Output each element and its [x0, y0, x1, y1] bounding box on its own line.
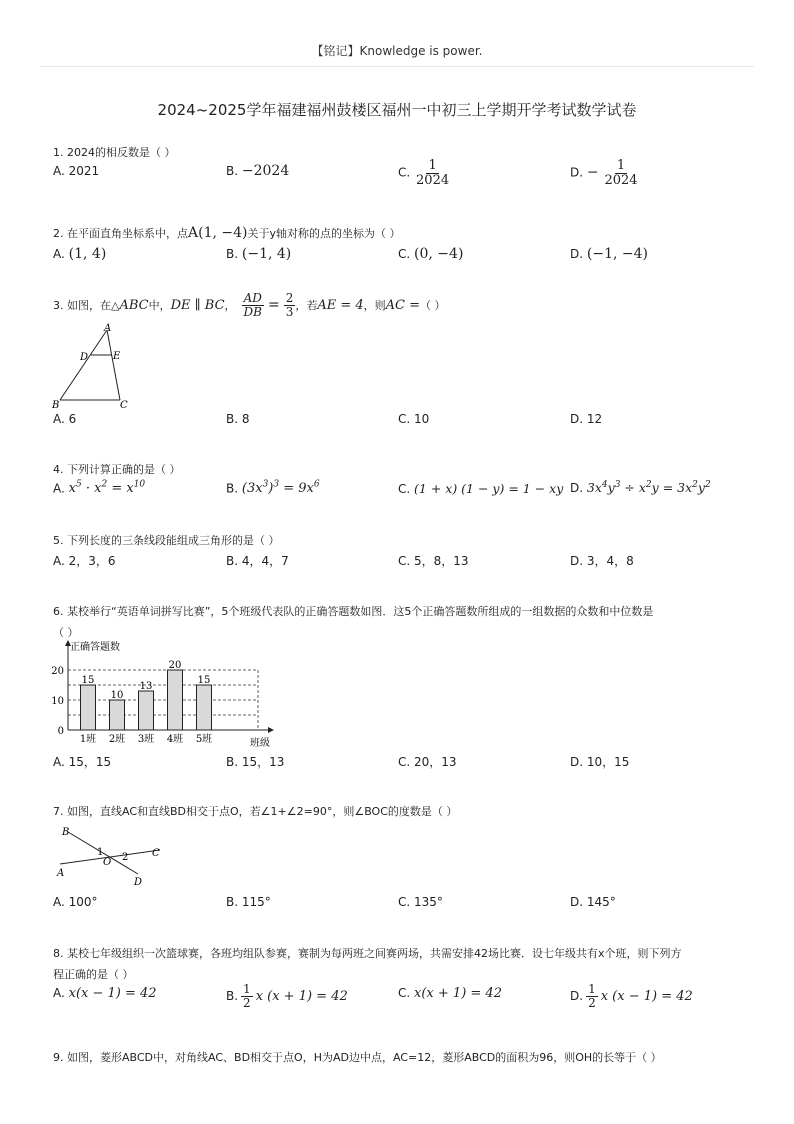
- chart-ytick-label: 0: [57, 726, 64, 737]
- q1-option-c-fraction: [414, 159, 451, 187]
- q7-label-c: C: [152, 848, 160, 859]
- q3-label-c: C: [120, 400, 128, 411]
- chart-bar: [197, 685, 212, 730]
- q8-b-numerator: 1: [243, 982, 251, 996]
- q6-bar-chart: [50, 636, 290, 752]
- chart-xtick-label: 3班: [137, 734, 155, 745]
- header-divider: [40, 66, 754, 67]
- chart-data-label: 10: [110, 690, 124, 701]
- chart-bar: [81, 685, 96, 730]
- q4-a-label: A.: [53, 481, 65, 496]
- q3-stem-post2: ，则: [363, 299, 386, 313]
- chart-data-label: 20: [168, 660, 182, 671]
- q1-option-d-label: D.: [570, 165, 584, 180]
- q8-option-c[interactable]: [398, 986, 502, 1001]
- chart-data-label: 15: [197, 675, 211, 686]
- q8-d-denominator: 2: [588, 995, 596, 1010]
- q2-option-c[interactable]: [398, 246, 463, 262]
- q6-option-d[interactable]: D. 10，15: [570, 755, 630, 769]
- q2-c-label: C.: [398, 247, 411, 261]
- q1-option-c[interactable]: [398, 159, 451, 187]
- q7-option-c[interactable]: C. 135°: [398, 895, 443, 909]
- q8-d-fraction: [586, 983, 598, 1009]
- q8-stem-line2: 程正确的是（ ）: [53, 968, 134, 981]
- q3-value-numerator: 2: [285, 291, 294, 305]
- q3-option-c[interactable]: C. 10: [398, 412, 430, 426]
- q2-stem: [53, 225, 401, 241]
- q4-option-a[interactable]: [53, 480, 145, 496]
- q4-c-label: C.: [398, 482, 411, 496]
- q1-option-b-value: −2024: [241, 163, 290, 179]
- q8-option-a[interactable]: [53, 986, 157, 1001]
- q2-c-value: (0, −4): [414, 246, 464, 262]
- q3-stem-end: （ ）: [420, 299, 446, 313]
- chart-bar: [139, 691, 154, 730]
- chart-data-label: 15: [81, 675, 95, 686]
- q3-value-denominator: 3: [285, 304, 294, 319]
- q2-option-a[interactable]: [53, 246, 106, 262]
- q9-stem: 9. 如图，菱形ABCD中，对角线AC、BD相交于点O，H为AD边中点，AC=12，菱形ABCD的面积为96，则OH的长等于（ ）: [53, 1051, 662, 1064]
- q2-option-d[interactable]: [570, 246, 648, 262]
- q6-stem-line2: （ ）: [53, 626, 79, 639]
- q2-d-value: (−1, −4): [586, 246, 648, 262]
- q3-option-a[interactable]: A. 6: [53, 412, 77, 426]
- q3-ratio-numerator: AD: [243, 291, 262, 305]
- q8-a-label: A.: [53, 986, 65, 1000]
- q8-d-expr: x (x − 1) = 42: [600, 988, 693, 1004]
- q5-option-d[interactable]: D. 3，4，8: [570, 554, 634, 568]
- q3-comma: ，: [224, 299, 236, 313]
- chart-bar: [168, 670, 183, 730]
- chart-bar: [110, 700, 125, 730]
- q2-a-value: (1, 4): [68, 246, 107, 262]
- q8-option-d[interactable]: [570, 983, 693, 1009]
- q3-side-ab: [60, 330, 107, 400]
- q3-parallel: DE ∥ BC: [170, 297, 225, 313]
- q7-label-1: 1: [97, 847, 104, 858]
- q1-c-denominator: 2024: [416, 172, 450, 188]
- q1-option-a[interactable]: A. 2021: [53, 164, 100, 178]
- q4-c-expr: (1 + x) (1 − y) = 1 − xy: [414, 481, 564, 496]
- q2-point-a: A(1, −4): [188, 225, 248, 241]
- q2-d-label: D.: [570, 247, 584, 261]
- q4-option-c[interactable]: [398, 481, 563, 496]
- chart-xtick-label: 1班: [79, 734, 97, 745]
- q2-a-label: A.: [53, 247, 65, 261]
- q8-a-expr: x(x − 1) = 42: [68, 986, 157, 1001]
- page-header: 【铭记】Knowledge is power.: [311, 44, 483, 58]
- q7-label-d: D: [134, 877, 143, 888]
- q1-option-d-fraction: [602, 159, 639, 187]
- q2-stem-post: 关于y轴对称的点的坐标为（ ）: [247, 227, 401, 240]
- q8-option-b[interactable]: [226, 983, 348, 1009]
- q4-stem: 4. 下列计算正确的是（ ）: [53, 463, 181, 476]
- q3-ac-expr: AC =: [385, 297, 421, 313]
- q6-option-a[interactable]: A. 15，15: [53, 755, 112, 769]
- q7-label-a: A: [57, 868, 65, 879]
- chart-xtick-label: 5班: [195, 734, 213, 745]
- exam-title: 2024~2025学年福建福州鼓楼区福州一中初三上学期开学考试数学试卷: [157, 101, 637, 119]
- q3-label-b: B: [52, 400, 60, 411]
- q4-b-expr: $(3x^3)^3 = 9x^6$: [241, 480, 320, 497]
- q1-d-numerator: 1: [616, 158, 626, 173]
- q3-label-e: E: [113, 351, 121, 362]
- q1-option-b[interactable]: [226, 163, 289, 179]
- chart-ytick-label: 10: [51, 696, 64, 707]
- q3-side-ac: [107, 330, 120, 400]
- q5-option-a[interactable]: A. 2，3，6: [53, 554, 116, 568]
- q2-option-b[interactable]: [226, 246, 291, 262]
- q4-a-expr: $x^5 \cdot x^2 = x^{10}$: [68, 480, 146, 497]
- q3-stem-mid: 中，: [148, 299, 171, 313]
- q3-label-a: A: [104, 323, 112, 334]
- q7-option-d[interactable]: D. 145°: [570, 895, 616, 909]
- q4-option-b[interactable]: [226, 480, 320, 496]
- q7-label-o: O: [103, 857, 112, 868]
- q3-stem-pre: 3. 如图，在△: [53, 299, 120, 313]
- q3-triangle-abc: ABC: [119, 297, 149, 313]
- q2-b-label: B.: [226, 247, 239, 261]
- q7-label-2: 2: [122, 852, 129, 863]
- q8-b-fraction: [241, 983, 253, 1009]
- q7-option-a[interactable]: A. 100°: [53, 895, 98, 909]
- q3-triangle-figure: [50, 322, 140, 412]
- chart-ytick-label: 20: [51, 666, 64, 677]
- q3-label-d: D: [80, 352, 89, 363]
- chart-xlabel: 班级: [250, 738, 270, 749]
- q8-b-expr: x (x + 1) = 42: [255, 988, 348, 1004]
- q7-stem: 7. 如图，直线AC和直线BD相交于点O，若∠1+∠2=90°，则∠BOC的度数是（ ）: [53, 805, 458, 818]
- q1-stem: 1. 2024的相反数是（ ）: [53, 146, 176, 159]
- chart-x-arrow: [268, 727, 274, 733]
- q7-label-b: B: [62, 827, 70, 838]
- q2-b-value: (−1, 4): [241, 246, 292, 262]
- q2-stem-pre: 2. 在平面直角坐标系中，点: [53, 227, 188, 240]
- q3-option-b[interactable]: B. 8: [226, 412, 250, 426]
- q6-option-c[interactable]: C. 20，13: [398, 755, 457, 769]
- chart-xtick-label: 2班: [108, 734, 126, 745]
- q8-c-label: C.: [398, 986, 411, 1000]
- q3-equals: =: [267, 297, 280, 314]
- chart-xtick-label: 4班: [166, 734, 184, 745]
- chart-data-label: 13: [139, 681, 153, 692]
- q1-c-numerator: 1: [428, 158, 437, 173]
- q5-option-c[interactable]: C. 5，8，13: [398, 554, 469, 568]
- q4-d-label: D.: [570, 481, 584, 496]
- q1-option-d[interactable]: [570, 159, 640, 187]
- q7-option-b[interactable]: B. 115°: [226, 895, 271, 909]
- q8-stem-line1: 8. 某校七年级组织一次篮球赛，各班均组队参赛，赛制为每两班之间赛两场，共需安排42场比赛．设七年级共有x个班，则下列方: [53, 947, 682, 960]
- q3-option-d[interactable]: D. 12: [570, 412, 603, 426]
- q1-option-b-label: B.: [226, 164, 239, 178]
- q5-stem: 5. 下列长度的三条线段能组成三角形的是（ ）: [53, 534, 280, 547]
- q6-option-b[interactable]: B. 15，13: [226, 755, 285, 769]
- q3-value-fraction: [284, 292, 296, 318]
- q8-d-label: D.: [570, 989, 584, 1004]
- q1-option-c-label: C.: [398, 165, 411, 180]
- q8-b-label: B.: [226, 989, 239, 1004]
- q4-b-label: B.: [226, 481, 239, 496]
- q4-option-d[interactable]: [570, 480, 711, 495]
- chart-ylabel: 正确答题数: [70, 642, 120, 653]
- q3-stem: [53, 292, 446, 318]
- q8-b-denominator: 2: [243, 995, 251, 1010]
- q3-ratio-denominator: DB: [243, 304, 262, 319]
- q3-ratio-fraction: [242, 292, 264, 318]
- q4-d-expr: $3x^4y^3 \div x^2y = 3x^2y^2$: [586, 480, 711, 496]
- q3-ae-value: AE = 4: [317, 297, 364, 313]
- q3-stem-post1: ，若: [295, 299, 318, 313]
- q8-d-numerator: 1: [588, 982, 596, 996]
- q6-stem-line1: 6. 某校举行“英语单词拼写比赛”，5个班级代表队的正确答题数如图．这5个正确答题数所组成的一组数据的众数和中位数是: [53, 605, 654, 618]
- q7-lines-figure: [50, 822, 170, 892]
- q8-c-expr: x(x + 1) = 42: [414, 986, 502, 1001]
- q1-option-d-sign: −: [586, 164, 599, 181]
- q5-option-b[interactable]: B. 4，4，7: [226, 554, 289, 568]
- q1-d-denominator: 2024: [604, 172, 638, 188]
